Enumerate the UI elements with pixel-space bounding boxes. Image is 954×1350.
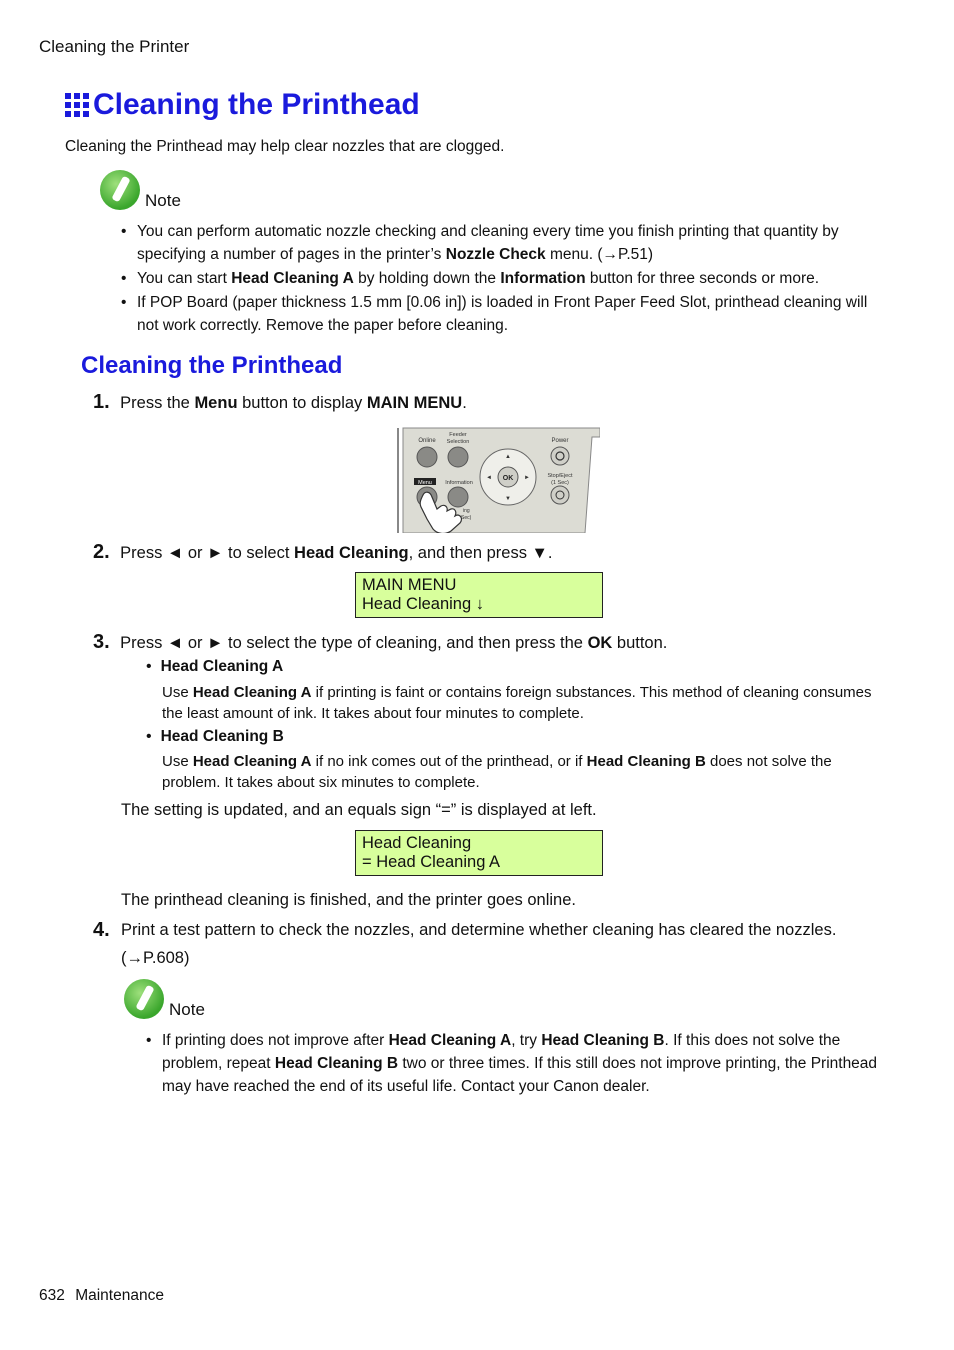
control-panel-illustration [397, 427, 600, 533]
svg-text:OK: OK [502, 475, 514, 482]
up-arrow-icon: ▲ [505, 454, 511, 460]
information-button [448, 487, 468, 507]
running-head: Cleaning the Printer [39, 37, 190, 56]
stop-eject-button [551, 486, 569, 504]
section-grid-icon [65, 93, 89, 117]
left-arrow-icon: ◄ [486, 475, 492, 481]
page-footer [39, 1287, 164, 1305]
cleaning-a-title: • Head Cleaning A [146, 658, 284, 675]
note-item: • You can start Head Cleaning A by holding down the Information button for three seconds or more. [121, 267, 880, 290]
svg-text:ing: ing [463, 508, 470, 514]
online-button [417, 447, 437, 467]
page-title [65, 88, 420, 122]
feeder-button [448, 447, 468, 467]
cleaning-finished-text: The printhead cleaning is finished, and the printer goes online. [121, 891, 576, 909]
note-label: Note [145, 191, 181, 210]
svg-text:(1 Sec): (1 Sec) [551, 480, 569, 486]
step-3: 3. Press ◄ or ► to select the type of cleaning, and then press the OK button. [93, 631, 668, 653]
step-2: 2. Press ◄ or ► to select Head Cleaning, and then press ▼. [93, 541, 553, 563]
intro-text: Cleaning the Printhead may help clear nozzles that are clogged. [65, 138, 505, 155]
down-arrow-icon: ▼ [505, 496, 511, 502]
lcd-display-main-menu: MAIN MENU Head Cleaning ↓ [355, 572, 603, 618]
section-subheading: Cleaning the Printhead [81, 352, 343, 379]
lcd-display-head-cleaning: Head Cleaning = Head Cleaning A [355, 830, 603, 876]
note-item: • You can perform automatic nozzle checking and cleaning every time you finish printing that quantity by specifying a number of pages in the printer’s Nozzle Check menu. (→P.51) [121, 220, 880, 266]
setting-updated-text: The setting is updated, and an equals sign “=” is displayed at left. [121, 801, 597, 819]
note-block [124, 979, 884, 1099]
footer-section: Maintenance [75, 1287, 164, 1304]
note-pencil-icon [124, 979, 164, 1019]
note-item: • If printing does not improve after Head Cleaning A, try Head Cleaning B. If this does not solve the problem, repeat Head Cleaning B two or three times. If this still does not improve printing, the Printhead may have reached the end of its useful life. Contact your Canon dealer. [146, 1029, 884, 1098]
note-label: Note [169, 1000, 205, 1019]
online-label: Online [418, 438, 436, 444]
note-pencil-icon [100, 170, 140, 210]
cleaning-b-title: • Head Cleaning B [146, 728, 284, 745]
information-label: Information [445, 480, 473, 486]
step-1: 1. Press the Menu button to display MAIN MENU. [93, 391, 467, 413]
cleaning-a-description: Use Head Cleaning A if printing is faint or contains foreign substances. This method of cleaning consumes the least amount of ink. It takes about four minutes to complete. [162, 684, 872, 722]
feeder-label: Feeder [449, 432, 467, 438]
power-label: Power [551, 438, 569, 444]
svg-text:Selection: Selection [446, 439, 470, 445]
note-item: • If POP Board (paper thickness 1.5 mm [0.06 in]) is loaded in Front Paper Feed Slot, printhead cleaning will not work correctly. Remove the paper before cleaning. [121, 291, 880, 337]
cleaning-b-description: Use Head Cleaning A if no ink comes out of the printhead, or if Head Cleaning B does not solve the problem. It takes about six minutes to complete. [162, 753, 832, 791]
svg-text:Sec): Sec) [461, 515, 472, 521]
power-button [551, 447, 569, 465]
page-number: 632 [39, 1287, 65, 1304]
step-4: 4. Print a test pattern to check the nozzles, and determine whether cleaning has cleared the nozzles. (→P.608) [93, 919, 837, 967]
stop-eject-label: Stop/Eject [547, 473, 573, 479]
right-arrow-icon: ► [524, 475, 530, 481]
note-block [100, 170, 880, 338]
menu-label: Menu [418, 480, 432, 486]
page-title-text: Cleaning the Printhead [93, 88, 420, 121]
